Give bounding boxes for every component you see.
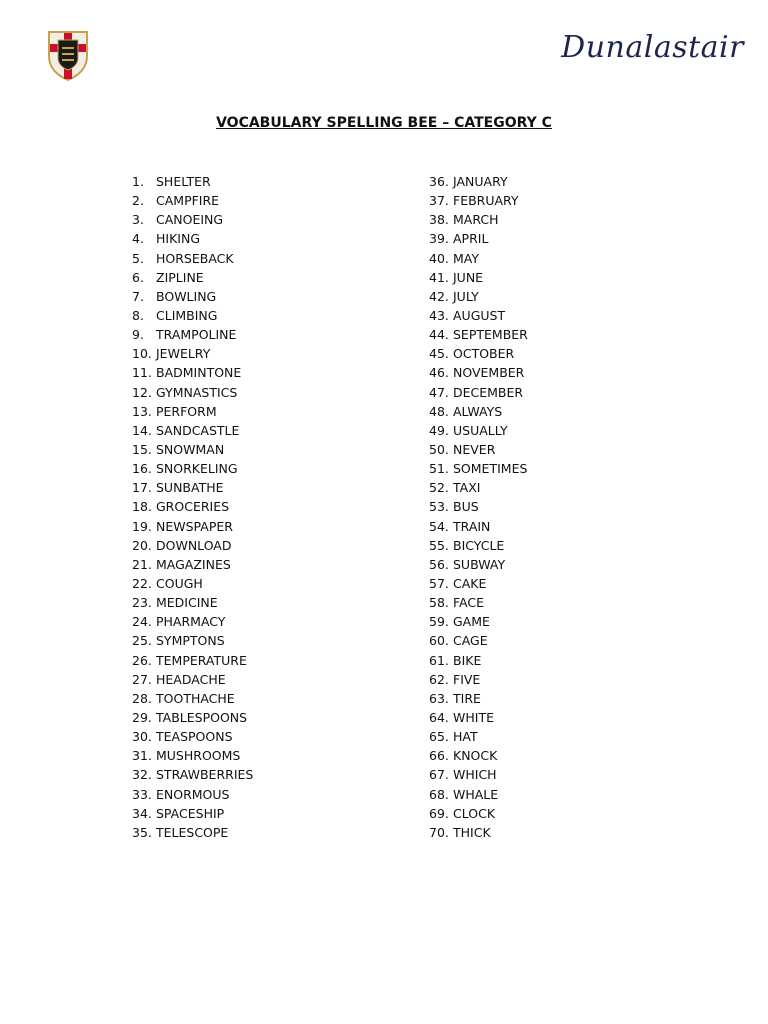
item-word: MAY — [453, 250, 480, 266]
item-word: FEBRUARY — [453, 193, 519, 209]
item-number: 46. — [429, 365, 449, 381]
list-item — [132, 421, 253, 440]
list-item — [132, 383, 253, 402]
item-word: BOWLING — [156, 288, 217, 304]
item-number: 20. — [132, 537, 152, 553]
list-item — [132, 593, 253, 612]
item-number: 19. — [132, 518, 152, 534]
item-number: 16. — [132, 461, 152, 477]
list-item — [132, 268, 253, 287]
item-word: SANDCASTLE — [156, 422, 240, 438]
item-word: STRAWBERRIES — [156, 767, 254, 783]
item-word: TEMPERATURE — [156, 652, 247, 668]
list-item — [132, 631, 253, 650]
item-number: 38. — [429, 212, 449, 228]
item-number: 26. — [132, 652, 152, 668]
item-number: 48. — [429, 403, 449, 419]
item-word: NOVEMBER — [453, 365, 525, 381]
list-item — [429, 555, 528, 574]
item-number: 45. — [429, 346, 449, 362]
item-word: CAKE — [453, 575, 487, 591]
list-item — [132, 517, 253, 536]
list-item — [132, 172, 253, 191]
item-number: 9. — [132, 327, 144, 343]
item-number: 59. — [429, 614, 449, 630]
item-number: 7. — [132, 288, 144, 304]
word-list-right — [429, 172, 528, 842]
item-word: FACE — [453, 595, 484, 611]
item-word: SNORKELING — [156, 461, 238, 477]
item-word: PHARMACY — [156, 614, 226, 630]
list-item — [429, 804, 528, 823]
item-number: 66. — [429, 748, 449, 764]
list-item — [429, 402, 528, 421]
list-item — [429, 727, 528, 746]
item-word: CAGE — [453, 633, 488, 649]
list-item — [429, 249, 528, 268]
item-number: 41. — [429, 269, 449, 285]
list-item — [429, 765, 528, 784]
item-number: 63. — [429, 690, 449, 706]
list-item — [132, 287, 253, 306]
list-item — [132, 746, 253, 765]
item-number: 24. — [132, 614, 152, 630]
item-number: 2. — [132, 193, 144, 209]
item-word: SUNBATHE — [156, 480, 224, 496]
list-item — [132, 689, 253, 708]
item-word: BIKE — [453, 652, 482, 668]
list-item — [132, 804, 253, 823]
item-word: SHELTER — [156, 174, 211, 189]
item-word: USUALLY — [453, 422, 508, 438]
item-number: 44. — [429, 327, 449, 343]
item-number: 56. — [429, 556, 449, 572]
item-number: 51. — [429, 461, 449, 477]
list-item — [132, 823, 253, 842]
list-item — [429, 670, 528, 689]
item-word: GROCERIES — [156, 499, 230, 515]
item-word: CAMPFIRE — [156, 193, 220, 209]
list-item — [429, 612, 528, 631]
item-number: 25. — [132, 633, 152, 649]
item-number: 54. — [429, 518, 449, 534]
item-word: PERFORM — [156, 403, 217, 419]
item-number: 61. — [429, 652, 449, 668]
list-item — [132, 402, 253, 421]
item-number: 29. — [132, 709, 152, 725]
item-number: 37. — [429, 193, 449, 209]
item-number: 53. — [429, 499, 449, 515]
item-word: ZIPLINE — [156, 269, 204, 285]
list-item — [132, 708, 253, 727]
list-item — [429, 306, 528, 325]
list-item — [132, 210, 253, 229]
list-item — [429, 631, 528, 650]
list-item — [429, 229, 528, 248]
item-word: JEWELRY — [156, 346, 211, 362]
item-word: CLIMBING — [156, 307, 218, 323]
item-word: MAGAZINES — [156, 556, 231, 572]
list-item — [132, 229, 253, 248]
item-word: TABLESPOONS — [156, 709, 248, 725]
list-item — [429, 344, 528, 363]
list-item — [132, 306, 253, 325]
item-word: MARCH — [453, 212, 499, 228]
item-word: NEVER — [453, 441, 496, 457]
list-item — [429, 459, 528, 478]
item-word: BUS — [453, 499, 479, 515]
item-word: AUGUST — [453, 307, 506, 323]
item-word: HORSEBACK — [156, 250, 234, 266]
item-word: MUSHROOMS — [156, 748, 241, 764]
item-word: TOOTHACHE — [156, 690, 235, 706]
item-word: APRIL — [453, 231, 489, 247]
item-number: 6. — [132, 269, 144, 285]
item-number: 34. — [132, 805, 152, 821]
item-number: 62. — [429, 671, 449, 687]
item-word: SOMETIMES — [453, 461, 528, 477]
item-number: 52. — [429, 480, 449, 496]
list-item — [429, 325, 528, 344]
word-list-left — [132, 172, 253, 842]
list-item — [429, 574, 528, 593]
list-item — [132, 651, 253, 670]
item-number: 65. — [429, 729, 449, 745]
list-item — [429, 517, 528, 536]
list-item — [429, 210, 528, 229]
item-word: HEADACHE — [156, 671, 226, 687]
item-word: DECEMBER — [453, 384, 524, 400]
list-item — [429, 785, 528, 804]
item-word: TAXI — [453, 480, 481, 496]
item-number: 31. — [132, 748, 152, 764]
list-item — [132, 765, 253, 784]
item-number: 4. — [132, 231, 144, 247]
item-word: FIVE — [453, 671, 481, 687]
item-number: 58. — [429, 595, 449, 611]
item-word: TRAIN — [453, 518, 491, 534]
list-item — [429, 383, 528, 402]
item-word: SPACESHIP — [156, 805, 225, 821]
list-item — [429, 651, 528, 670]
item-word: DOWNLOAD — [156, 537, 232, 553]
list-item — [429, 593, 528, 612]
item-number: 13. — [132, 403, 152, 419]
school-crest-icon — [46, 28, 90, 82]
brand-logo: Dunalastair — [561, 30, 744, 65]
list-item — [132, 344, 253, 363]
item-number: 15. — [132, 441, 152, 457]
item-word: COUGH — [156, 575, 203, 591]
item-word: SYMPTONS — [156, 633, 225, 649]
list-item — [132, 459, 253, 478]
item-number: 47. — [429, 384, 449, 400]
list-item — [429, 689, 528, 708]
item-number: 10. — [132, 346, 152, 362]
item-word: CANOEING — [156, 212, 224, 228]
item-number: 68. — [429, 786, 449, 802]
item-word: BICYCLE — [453, 537, 505, 553]
item-word: HIKING — [156, 231, 201, 247]
item-number: 50. — [429, 441, 449, 457]
item-number: 60. — [429, 633, 449, 649]
item-number: 18. — [132, 499, 152, 515]
item-number: 21. — [132, 556, 152, 572]
item-word: TRAMPOLINE — [156, 327, 237, 343]
item-number: 1. — [132, 174, 144, 189]
list-item — [132, 363, 253, 382]
item-word: HAT — [453, 729, 478, 745]
item-number: 23. — [132, 595, 152, 611]
list-item — [132, 478, 253, 497]
list-item — [429, 191, 528, 210]
list-item — [429, 497, 528, 516]
item-number: 32. — [132, 767, 152, 783]
list-item — [429, 823, 528, 842]
item-number: 8. — [132, 307, 144, 323]
list-item — [429, 440, 528, 459]
item-word: TEASPOONS — [156, 729, 233, 745]
item-word: WHICH — [453, 767, 497, 783]
list-item — [132, 574, 253, 593]
list-item — [429, 478, 528, 497]
item-number: 67. — [429, 767, 449, 783]
page-title: VOCABULARY SPELLING BEE – CATEGORY C — [216, 115, 552, 131]
item-number: 33. — [132, 786, 152, 802]
list-item — [132, 670, 253, 689]
item-number: 35. — [132, 824, 152, 840]
list-item — [132, 785, 253, 804]
item-number: 43. — [429, 307, 449, 323]
list-item — [132, 612, 253, 631]
item-number: 57. — [429, 575, 449, 591]
item-word: GAME — [453, 614, 490, 630]
item-number: 42. — [429, 288, 449, 304]
item-word: GYMNASTICS — [156, 384, 238, 400]
item-number: 30. — [132, 729, 152, 745]
item-number: 17. — [132, 480, 152, 496]
list-item — [429, 172, 528, 191]
item-number: 3. — [132, 212, 144, 228]
list-item — [132, 440, 253, 459]
item-number: 39. — [429, 231, 449, 247]
item-word: SNOWMAN — [156, 441, 225, 457]
list-item — [429, 536, 528, 555]
list-item — [132, 536, 253, 555]
item-word: ENORMOUS — [156, 786, 230, 802]
item-number: 5. — [132, 250, 144, 266]
list-item — [429, 287, 528, 306]
item-word: JUNE — [453, 269, 484, 285]
item-word: NEWSPAPER — [156, 518, 233, 534]
list-item — [429, 746, 528, 765]
item-word: WHITE — [453, 709, 494, 725]
list-item — [132, 555, 253, 574]
list-item — [429, 708, 528, 727]
item-word: JANUARY — [453, 174, 508, 189]
item-word: ALWAYS — [453, 403, 503, 419]
item-number: 70. — [429, 824, 449, 840]
item-word: BADMINTONE — [156, 365, 242, 381]
list-item — [132, 191, 253, 210]
list-item — [429, 363, 528, 382]
item-number: 14. — [132, 422, 152, 438]
item-number: 28. — [132, 690, 152, 706]
list-item — [132, 497, 253, 516]
item-number: 12. — [132, 384, 152, 400]
list-item — [132, 325, 253, 344]
list-item — [132, 249, 253, 268]
item-number: 69. — [429, 805, 449, 821]
list-item — [429, 421, 528, 440]
list-item — [429, 268, 528, 287]
item-word: JULY — [453, 288, 479, 304]
item-word: MEDICINE — [156, 595, 218, 611]
item-word: SEPTEMBER — [453, 327, 528, 343]
item-number: 40. — [429, 250, 449, 266]
item-word: WHALE — [453, 786, 499, 802]
item-word: OCTOBER — [453, 346, 515, 362]
item-number: 22. — [132, 575, 152, 591]
item-number: 49. — [429, 422, 449, 438]
item-word: KNOCK — [453, 748, 498, 764]
item-word: THICK — [453, 824, 491, 840]
item-number: 11. — [132, 365, 152, 381]
item-word: CLOCK — [453, 805, 496, 821]
item-number: 55. — [429, 537, 449, 553]
item-number: 36. — [429, 174, 449, 189]
item-number: 64. — [429, 709, 449, 725]
item-word: TELESCOPE — [156, 824, 229, 840]
item-word: SUBWAY — [453, 556, 506, 572]
list-item — [132, 727, 253, 746]
item-number: 27. — [132, 671, 152, 687]
item-word: TIRE — [453, 690, 481, 706]
